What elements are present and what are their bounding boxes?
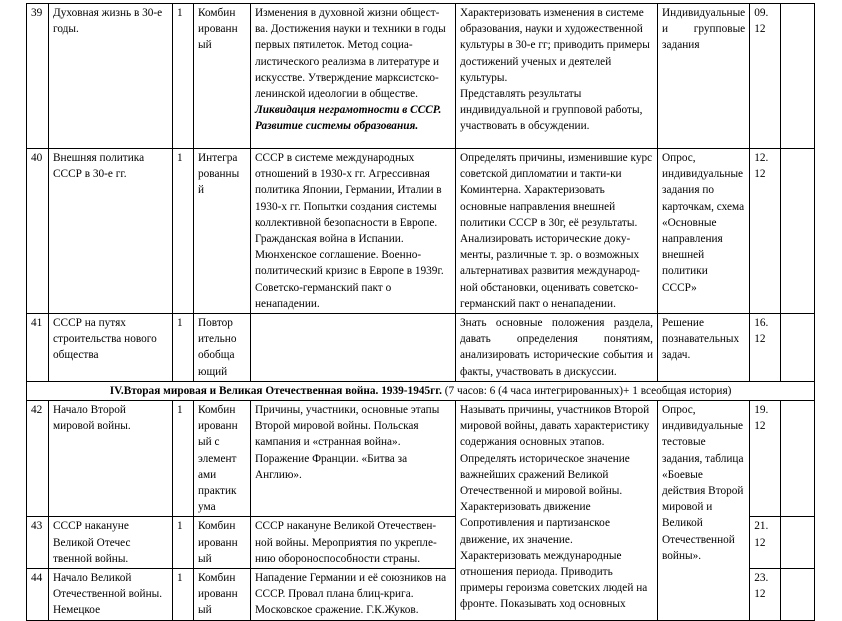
lesson-type: Комбин ированн ый xyxy=(194,4,251,149)
lesson-date: 23. 12 xyxy=(750,569,781,621)
lesson-content: СССР накануне Великой Отечествен-ной войны. Мероприятия по укрепле-нию обороноспособности страны. xyxy=(251,517,456,569)
table-row xyxy=(27,401,815,517)
lesson-type: Комбин ированн ый с элемент ами практик ума xyxy=(194,401,251,517)
control-form: Индивидуальные и групповые задания xyxy=(658,4,750,149)
section-header-row xyxy=(27,381,815,400)
lesson-type: Комбин ированн ый xyxy=(194,517,251,569)
actual-date xyxy=(781,401,815,517)
lesson-topic: Внешняя политика СССР в 30-е гг. xyxy=(49,149,173,314)
actual-date xyxy=(781,517,815,569)
section-hours-note: (7 часов: 6 (4 часа интегрированных)+ 1 всеобщая история) xyxy=(444,384,732,397)
lesson-content: Причины, участники, основные этапы Второй мировой войны. Польская кампания и «странная война». Поражение Франции. «Битва за Англию». xyxy=(251,401,456,517)
lesson-type: Повтор ительно обобща ющий xyxy=(194,314,251,382)
lesson-date: 16. 12 xyxy=(750,314,781,382)
lesson-hours: 1 xyxy=(173,517,194,569)
lesson-hours: 1 xyxy=(173,401,194,517)
lesson-number: 39 xyxy=(27,4,49,149)
lesson-content: СССР в системе международных отношений в 1930-х гг. Агрессивная политика Японии, Германии, Италии в 1930-х гг. Попытки создания системы коллективной безопасности в Европе. Гражданская война в Испании. Мюнхенское соглашение. Военно-политический кризис в Европе в 1939г. Советско-германский пакт о ненападении. xyxy=(251,149,456,314)
lesson-topic: Начало Великой Отечественной войны. Немецкое xyxy=(49,569,173,621)
lesson-number: 42 xyxy=(27,401,49,517)
lesson-plan-table xyxy=(26,3,815,621)
lesson-hours: 1 xyxy=(173,4,194,149)
lesson-hours: 1 xyxy=(173,569,194,621)
lesson-topic: Начало Второй мировой войны. xyxy=(49,401,173,517)
lesson-type: Интегра рованны й xyxy=(194,149,251,314)
lesson-number: 41 xyxy=(27,314,49,382)
lesson-date: 21. 12 xyxy=(750,517,781,569)
lesson-number: 40 xyxy=(27,149,49,314)
content-italic-text: Ликвидация неграмотности в СССР. Развитие системы образования. xyxy=(255,104,442,133)
lesson-date: 09. 12 xyxy=(750,4,781,149)
actual-date xyxy=(781,149,815,314)
lesson-hours: 1 xyxy=(173,149,194,314)
lesson-hours: 1 xyxy=(173,314,194,382)
lesson-topic: Духовная жизнь в 30-е годы. xyxy=(49,4,173,149)
table-row xyxy=(27,149,815,314)
lesson-date: 12. 12 xyxy=(750,149,781,314)
control-form: Опрос, индивидуальные тестовые задания, таблица «Боевые действия Второй мировой и Великой Отечественной войны». xyxy=(658,401,750,621)
content-text: Изменения в духовной жизни общест-ва. Достижения науки и техники в годы первых пятилеток. Метод социа-листического реализма в литературе и искусстве. Утверждение марксистско-ленинской идеологии в обществе. xyxy=(255,7,446,101)
lesson-content xyxy=(251,314,456,382)
student-activity: Называть причины, участников Второй мировой войны, давать характеристику содержания основных этапов. Определять историческое значение важнейших сражений Великой Отечественной и мировой войны. Характеризовать движение Сопротивления и партизанское движение, их значение. Характеризовать международные отношения периода. Приводить примеры героизма советских людей на фронте. Показывать ход основных xyxy=(456,401,658,621)
lesson-number: 44 xyxy=(27,569,49,621)
lesson-date: 19. 12 xyxy=(750,401,781,517)
actual-date xyxy=(781,314,815,382)
section-header xyxy=(27,381,815,400)
control-form: Решение познавательных задач. xyxy=(658,314,750,382)
student-activity: Определять причины, изменившие курс советской дипломатии и такти-ки Коминтерна. Характеризовать основные направления внешней политики СССР в 30г, её результаты. Анализировать исторические доку-менты, различные т. зр. о возможных альтернативах развития международ-ной обстановки, оценивать советско-германский пакт о ненападении. xyxy=(456,149,658,314)
lesson-content: Нападение Германии и её союзников на СССР. Провал плана блиц-крига. Московское сражение. Г.К.Жуков. xyxy=(251,569,456,621)
table-row xyxy=(27,314,815,382)
section-title: IV.Вторая мировая и Великая Отечественная война. 1939-1945гг. xyxy=(109,384,442,397)
lesson-content xyxy=(251,4,456,149)
table-row xyxy=(27,4,815,149)
student-activity: Характеризовать изменения в системе образования, науки и художественной культуры в 30-е гг; приводить примеры достижений ученых и деятелей культуры. Представлять результаты индивидуальной и групповой работы, участвовать в обсуждении. xyxy=(456,4,658,149)
lesson-topic: СССР накануне Великой Отечес твенной войны. xyxy=(49,517,173,569)
lesson-type: Комбин ированн ый xyxy=(194,569,251,621)
lesson-number: 43 xyxy=(27,517,49,569)
actual-date xyxy=(781,4,815,149)
control-form: Опрос, индивидуальные задания по карточкам, схема «Основные направления внешней политики СССР» xyxy=(658,149,750,314)
lesson-topic: СССР на путях строительства нового общества xyxy=(49,314,173,382)
student-activity: Знать основные положения раздела, давать определения понятиям, анализировать исторические события и факты, участвовать в дискуссии. xyxy=(456,314,658,382)
